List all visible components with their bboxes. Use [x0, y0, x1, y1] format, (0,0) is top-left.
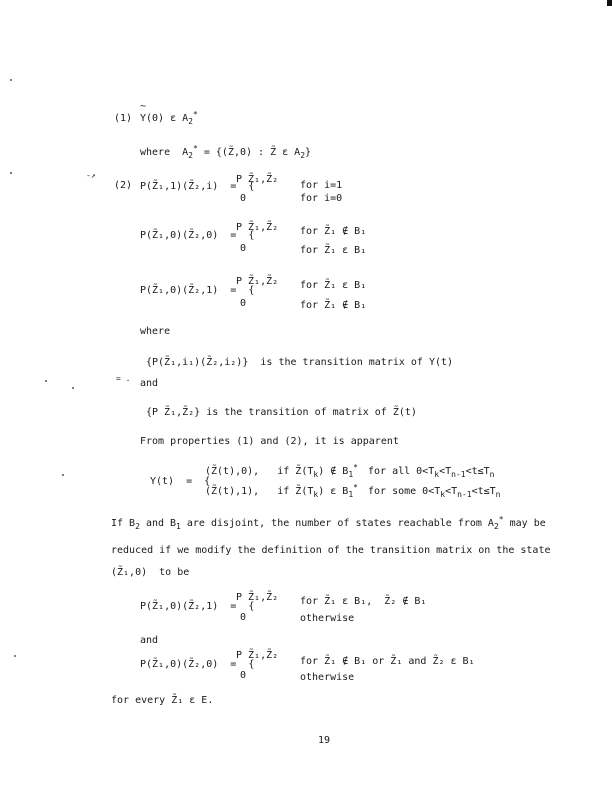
yt-top-cond-n: n: [489, 470, 495, 479]
yt-lhs: Y(t) = {: [150, 476, 211, 487]
margin-dot: [62, 474, 64, 476]
para1-star: *: [498, 515, 504, 524]
yt-bot-1: 1: [348, 490, 354, 499]
from-properties-line: From properties (1) and (2), it is apparent: [140, 436, 399, 447]
yt-bot-cond-n1: n-1: [457, 490, 472, 499]
yt-bot-cond-b: <T: [445, 486, 458, 497]
where1-c: }: [305, 147, 312, 158]
item1-text: Y(0) ε A: [140, 113, 189, 124]
p2-top: P Z̃₁,Z̃₂: [236, 222, 279, 233]
p3-cond-top: for Z̃₁ ε B₁: [300, 280, 367, 291]
para1-d: may be: [503, 518, 546, 529]
item1-formula: [140, 110, 198, 126]
p2-cond-bottom: for Z̃₁ ε B₁: [300, 245, 367, 256]
paragraph-line-2: reduced if we modify the definition of the transition matrix on the state: [111, 545, 551, 556]
yt-bot-star: *: [353, 483, 358, 492]
m2-bottom: 0: [240, 670, 247, 681]
yt-top-case: [205, 463, 358, 479]
margin-mark: = .: [116, 374, 131, 383]
yt-bot-b: ) ε B: [318, 486, 349, 497]
where1-line: [140, 144, 312, 160]
yt-bot-a: (Z̃(t),1), if Z̃(T: [205, 486, 314, 497]
m2-cond-bottom: otherwise: [300, 672, 355, 683]
transition-line-1: {P(Z̃₁,i₁)(Z̃₂,i₂)} is the transition matrix of Y(t): [146, 357, 454, 368]
yt-bottom-condition: [368, 486, 501, 497]
yt-top-cond-c: <t≤T: [465, 466, 490, 477]
paragraph-line-3: (Z̃₁,0) to be: [111, 567, 190, 578]
page-number: 19: [318, 735, 331, 746]
yt-top-k: k: [313, 470, 319, 479]
p1-bottom: 0: [240, 193, 247, 204]
m1-bottom: 0: [240, 612, 247, 623]
p3-top: P Z̃₁,Z̃₂: [236, 276, 279, 287]
m1-top: P Z̃₁,Z̃₂: [236, 592, 279, 603]
p2-lhs: P(Z̃₁,0)(Z̃₂,0) = {: [140, 230, 255, 241]
yt-top-b: ) ∉ B: [318, 466, 349, 477]
yt-bot-cond-n: n: [495, 490, 501, 499]
yt-top-condition: [368, 466, 494, 477]
yt-bot-cond-c: <t≤T: [471, 486, 496, 497]
where1-b: = {(Z̃,0) : Z̃ ε A: [197, 147, 301, 158]
where1-sub2: 2: [300, 151, 306, 160]
yt-top-cond-b: <T: [439, 466, 452, 477]
where1-sub: 2: [188, 151, 193, 160]
yt-top-star: *: [353, 463, 358, 472]
margin-dot: [10, 79, 12, 81]
m1-lhs: P(Z̃₁,0)(Z̃₂,1) = {: [140, 601, 255, 612]
item1-sub: 2: [188, 117, 193, 126]
para1-s1: 2: [135, 522, 140, 531]
p1-top: P Z̃₁,Z̃₂: [236, 174, 279, 185]
margin-dot: [45, 380, 47, 382]
para1-c: are disjoint, the number of states reachable from A: [180, 518, 494, 529]
paragraph-line-1: [111, 515, 546, 531]
item1-star: *: [193, 110, 198, 119]
para1-b: and B: [139, 518, 177, 529]
p1-cond-top: for i=1: [300, 180, 343, 191]
m2-top: P Z̃₁,Z̃₂: [236, 650, 279, 661]
m2-lhs: P(Z̃₁,0)(Z̃₂,0) = {: [140, 659, 255, 670]
yt-top-cond-a: for all 0<T: [368, 466, 435, 477]
final-line: for every Z̃₁ ε E.: [111, 695, 214, 706]
item1-tilde: ~: [140, 101, 147, 112]
and-label-1: and: [140, 378, 159, 389]
margin-dot: [72, 387, 74, 389]
p3-lhs: P(Z̃₁,0)(Z̃₂,1) = {: [140, 285, 255, 296]
para1-s3: 2: [493, 522, 499, 531]
item1-number: (1): [114, 113, 133, 124]
yt-bottom-case: [205, 483, 358, 499]
transition-line-2: {P Z̃₁,Z̃₂} is the transition of matrix of Z̃(t): [146, 407, 417, 418]
margin-mark: -↗: [86, 171, 96, 180]
yt-top-1: 1: [348, 470, 354, 479]
yt-top-cond-n1: n-1: [451, 470, 466, 479]
p1-lhs: P(Z̃₁,1)(Z̃₂,i) = {: [140, 181, 255, 192]
p1-cond-bottom: for i=0: [300, 193, 343, 204]
yt-top-cond-k: k: [434, 470, 440, 479]
and-label-2: and: [140, 635, 159, 646]
yt-top-a: (Z̃(t),0), if Z̃(T: [205, 466, 314, 477]
para1-a: If B: [111, 518, 136, 529]
m1-cond-bottom: otherwise: [300, 613, 355, 624]
p2-cond-top: for Z̃₁ ∉ B₁: [300, 226, 367, 237]
yt-bot-k: k: [313, 490, 319, 499]
p3-cond-bottom: for Z̃₁ ∉ B₁: [300, 300, 367, 311]
margin-dot: [10, 172, 12, 174]
m2-cond-top: for Z̃₁ ∉ B₁ or Z̃₁ and Z̃₂ ε B₁: [300, 656, 475, 667]
p2-bottom: 0: [240, 243, 247, 254]
m1-cond-top: for Z̃₁ ε B₁, Z̃₂ ∉ B₁: [300, 596, 427, 607]
para1-s2: 1: [176, 522, 181, 531]
yt-bot-cond-k: k: [440, 490, 446, 499]
where1-star: *: [193, 144, 198, 153]
p3-bottom: 0: [240, 298, 247, 309]
where2-label: where: [140, 326, 171, 337]
yt-bot-cond-a: for some 0<T: [368, 486, 441, 497]
margin-dot: [14, 655, 16, 657]
corner-mark: [607, 0, 612, 6]
item2-number: (2): [114, 180, 133, 191]
where1-a: where A: [140, 147, 189, 158]
